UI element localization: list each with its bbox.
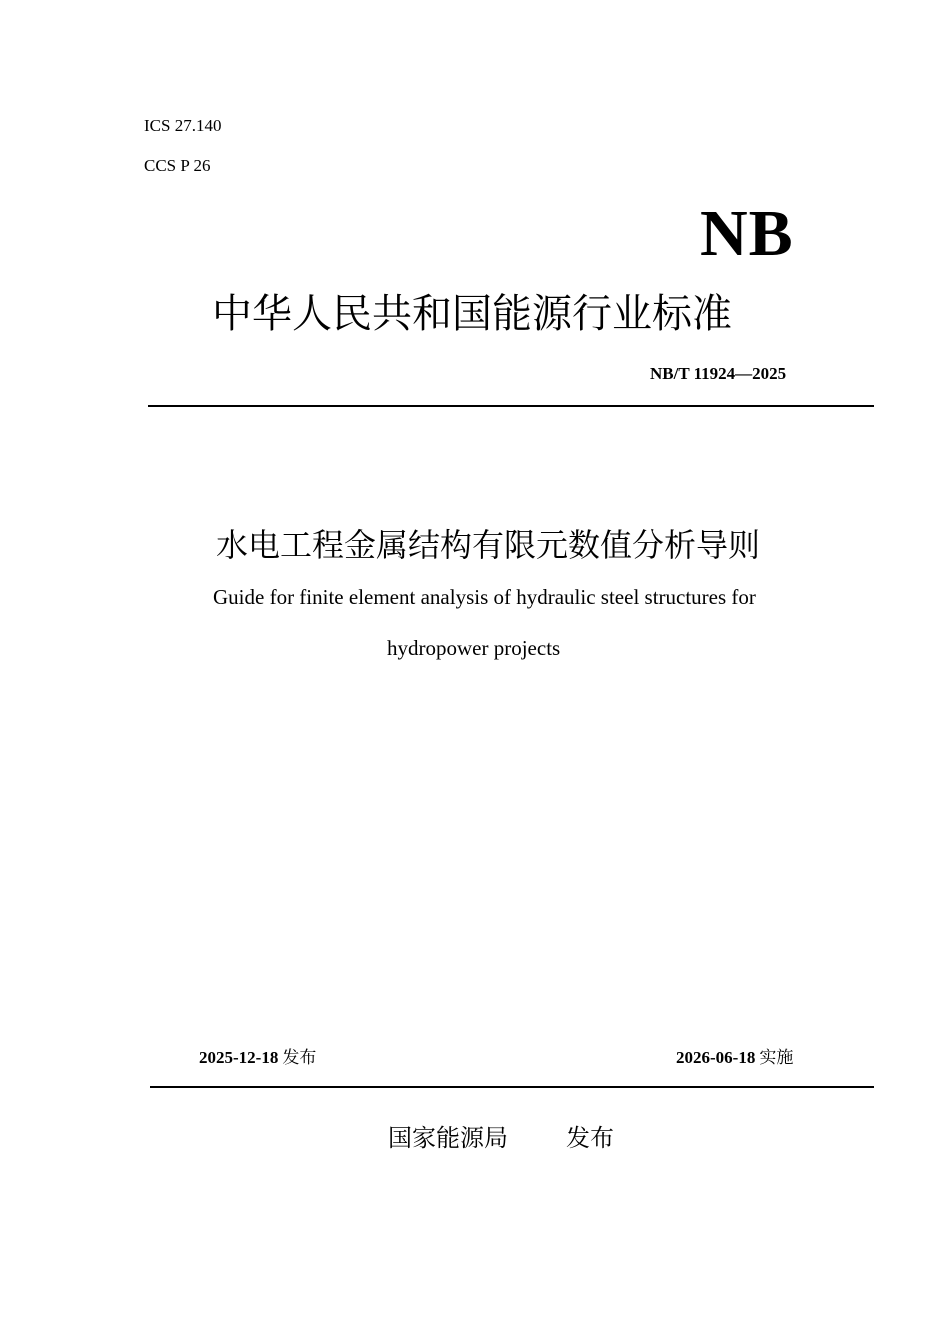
issue-date-block <box>199 1043 316 1068</box>
nb-logo: NB <box>700 197 794 270</box>
issue-date: 2025-12-18 <box>199 1048 279 1067</box>
document-title-cn: 水电工程金属结构有限元数值分析导则 <box>216 526 761 564</box>
standard-number: NB/T 11924—2025 <box>650 364 787 383</box>
ccs-code: CCS P 26 <box>144 156 211 175</box>
implementation-date-block <box>676 1043 793 1068</box>
document-title-en-line2: hydropower projects <box>387 636 561 660</box>
standard-title: 中华人民共和国能源行业标准 <box>212 291 732 337</box>
implementation-label: 实施 <box>759 1048 794 1068</box>
top-divider <box>148 405 874 407</box>
publisher: 国家能源局 <box>388 1124 508 1152</box>
issue-label: 发布 <box>282 1048 317 1068</box>
ics-code: ICS 27.140 <box>144 116 222 135</box>
bottom-divider <box>150 1086 874 1088</box>
document-title-en-line1: Guide for finite element analysis of hydraulic steel structures for <box>213 585 756 609</box>
implementation-date: 2026-06-18 <box>676 1048 756 1067</box>
publish-label: 发布 <box>566 1124 614 1152</box>
